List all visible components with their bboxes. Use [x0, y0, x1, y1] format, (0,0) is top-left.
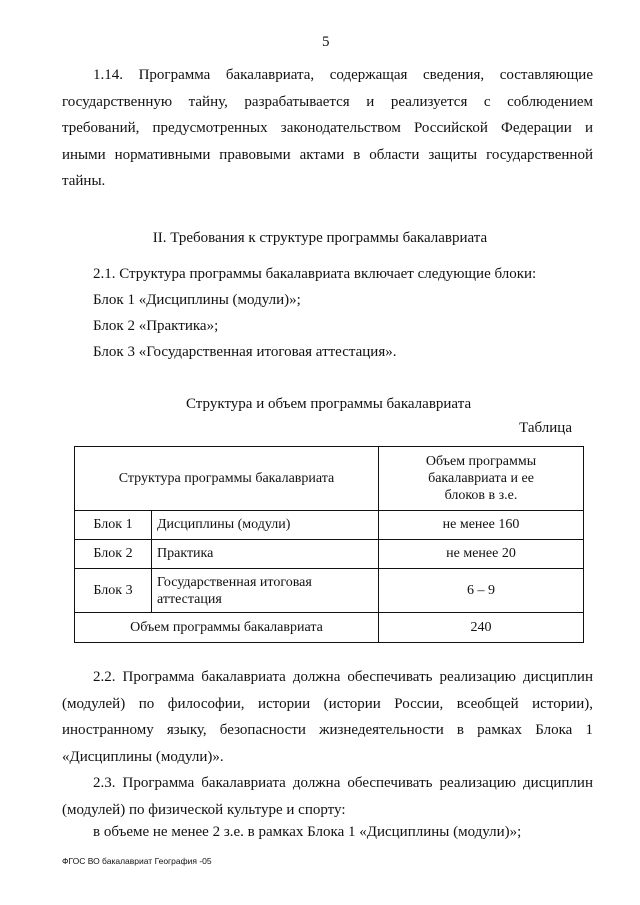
paragraph-1-14: 1.14. Программа бакалавриата, содержащая сведения, составляющие государственную тайну, разрабатывается и реализуется с соблюдением требований, предусмотренных законодательством Российской Федерации и иными нормативными правовыми актами в области защиты государственной тайны.: [62, 67, 593, 189]
table-row: [75, 540, 584, 569]
paragraph-2-2: 2.2. Программа бакалавриата должна обеспечивать реализацию дисциплин (модулей) по философии, истории (истории России, всеобщей истории), иностранному языку, безопасности жизнедеятельности в рамках Блока 1 «Дисциплины (модули)».: [62, 669, 593, 765]
block-line-2: Блок 2 «Практика»;: [93, 318, 219, 334]
section-title: II. Требования к структуре программы бакалавриата: [152, 230, 488, 246]
header-volume-cell: [379, 447, 584, 511]
total-label-cell: Объем программы бакалавриата: [75, 613, 379, 643]
table-header-row: [75, 447, 584, 511]
table-row: [75, 511, 584, 540]
row-block-cell: Блок 1: [75, 511, 152, 540]
row-name-cell: Государственная итоговая аттестация: [152, 569, 379, 613]
page-number: 5: [322, 34, 330, 50]
row-block-cell: Блок 2: [75, 540, 152, 569]
table-row: [75, 569, 584, 613]
row-name-cell: Практика: [152, 540, 379, 569]
table-label: Таблица: [519, 420, 572, 436]
block-line-1: Блок 1 «Дисциплины (модули)»;: [93, 292, 301, 308]
row-volume-cell: не менее 20: [379, 540, 584, 569]
header-volume-text: Объем программы бакалавриата и ее блоков в з.е.: [425, 454, 537, 503]
row-volume-cell: не менее 160: [379, 511, 584, 540]
row-block-cell: Блок 3: [75, 569, 152, 613]
row-name-cell: Дисциплины (модули): [152, 511, 379, 540]
paragraph-2-3: 2.3. Программа бакалавриата должна обеспечивать реализацию дисциплин (модулей) по физической культуре и спорту:: [62, 775, 593, 818]
footer-note: ФГОС ВО бакалавриат География -05: [62, 856, 212, 866]
block-line-3: Блок 3 «Государственная итоговая аттестация».: [93, 344, 397, 360]
paragraph-2-3-item: в объеме не менее 2 з.е. в рамках Блока 1 «Дисциплины (модули)»;: [93, 824, 522, 840]
table-total-row: [75, 613, 584, 643]
total-value-cell: 240: [379, 613, 584, 643]
structure-table: [74, 446, 584, 643]
row-volume-cell: 6 – 9: [379, 569, 584, 613]
paragraph-2-1: 2.1. Структура программы бакалавриата включает следующие блоки:: [93, 266, 537, 282]
table-title: Структура и объем программы бакалавриата: [186, 396, 472, 412]
header-structure-cell: Структура программы бакалавриата: [75, 447, 379, 511]
